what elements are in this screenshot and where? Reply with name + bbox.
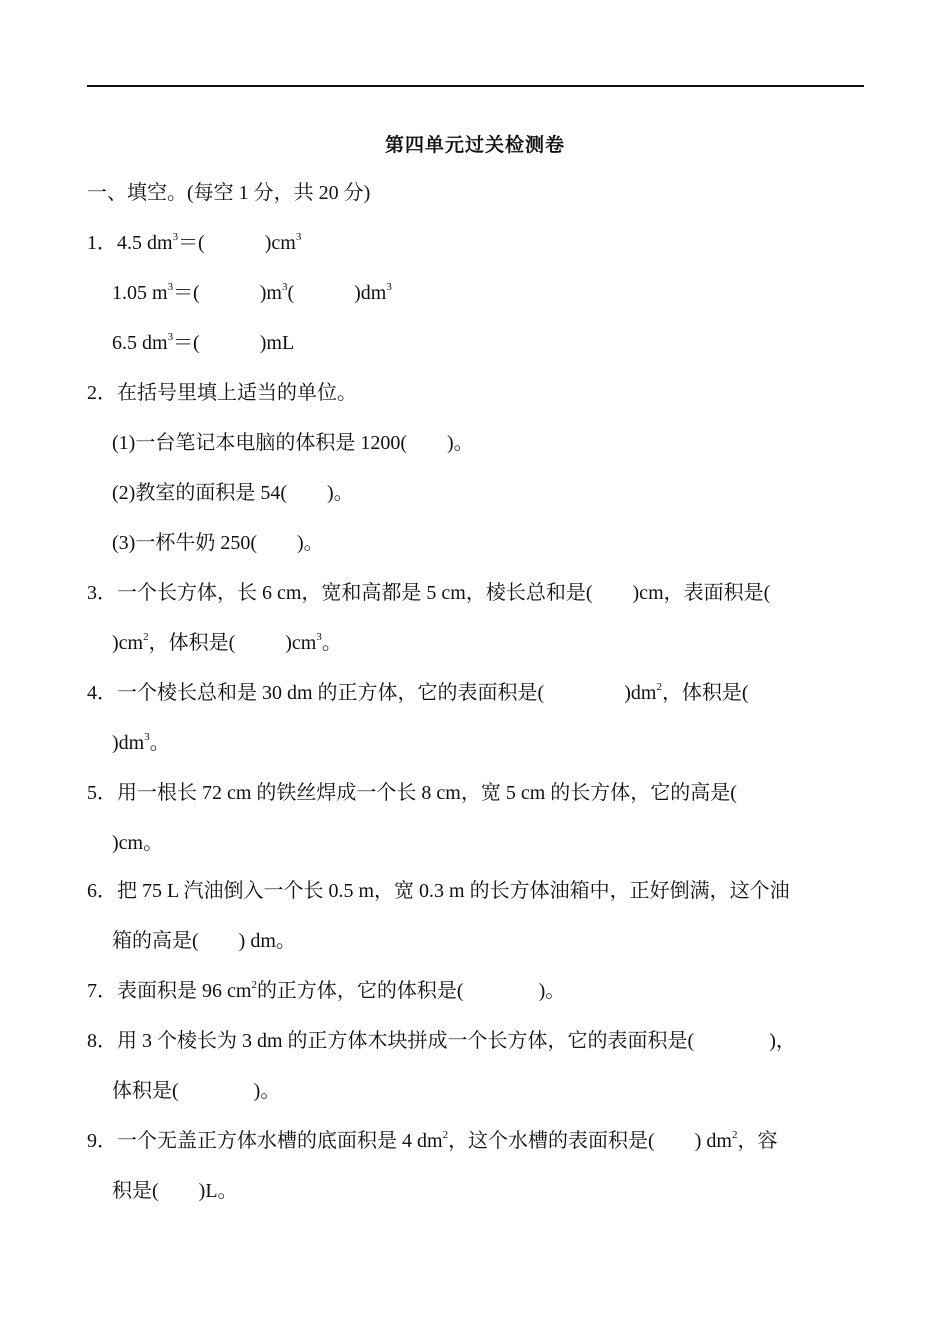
q5-line2: )cm。 [112, 832, 164, 854]
top-rule [87, 85, 864, 87]
q7-line1: 7．表面积是 96 $cm^2$的正方体，它的体积是( )。 [87, 979, 566, 1002]
q3-line2: )$cm^2$，体积是( )$cm^3$。 [112, 631, 342, 654]
q9-line2: 积是( )L。 [112, 1180, 238, 1202]
section-heading: 一、填空。(每空 1 分，共 20 分) [87, 182, 371, 204]
q5-line1: 5．用一根长 72 cm 的铁丝焊成一个长 8 cm，宽 5 cm 的长方体，它的高是( [87, 782, 737, 804]
q6-line2: 箱的高是( ) dm。 [112, 930, 296, 952]
q2-item-2: (2)教室的面积是 54( )。 [112, 482, 354, 504]
q9-line1: 9．一个无盖正方体水槽的底面积是 4 $dm^2$，这个水槽的表面积是( ) $dm^2$，容 [87, 1129, 778, 1152]
q2-item-1: (1)一台笔记本电脑的体积是 1200( )。 [112, 432, 474, 454]
q2-item-3: (3)一杯牛奶 250( )。 [112, 532, 324, 554]
q1-line3: 6.5 $dm^3=$( )mL [112, 331, 295, 354]
q4-line1: 4．一个棱长总和是 30 dm 的正方体，它的表面积是( )$dm^2$，体积是( [87, 681, 749, 704]
q1-line1: 1．4.5 $dm^3=$( )$cm^3$ [87, 231, 302, 254]
q8-line1: 8．用 3 个棱长为 3 dm 的正方体木块拼成一个长方体，它的表面积是( )， [87, 1030, 796, 1052]
q6-line1: 6．把 75 L 汽油倒入一个长 0.5 m，宽 0.3 m 的长方体油箱中，正好倒满，这个油 [87, 880, 790, 902]
q2-stem: 2．在括号里填上适当的单位。 [87, 382, 357, 404]
q4-line2: )$dm^3$。 [112, 731, 170, 754]
q3-line1: 3．一个长方体，长 6 cm，宽和高都是 5 cm，棱长总和是( )cm，表面积是( [87, 582, 771, 604]
q8-line2: 体积是( )。 [112, 1080, 281, 1102]
page-title: 第四单元过关检测卷 [384, 135, 565, 156]
q1-line2: 1.05 $m^3=$( )$m^3$( )$dm^3$ [112, 281, 392, 304]
